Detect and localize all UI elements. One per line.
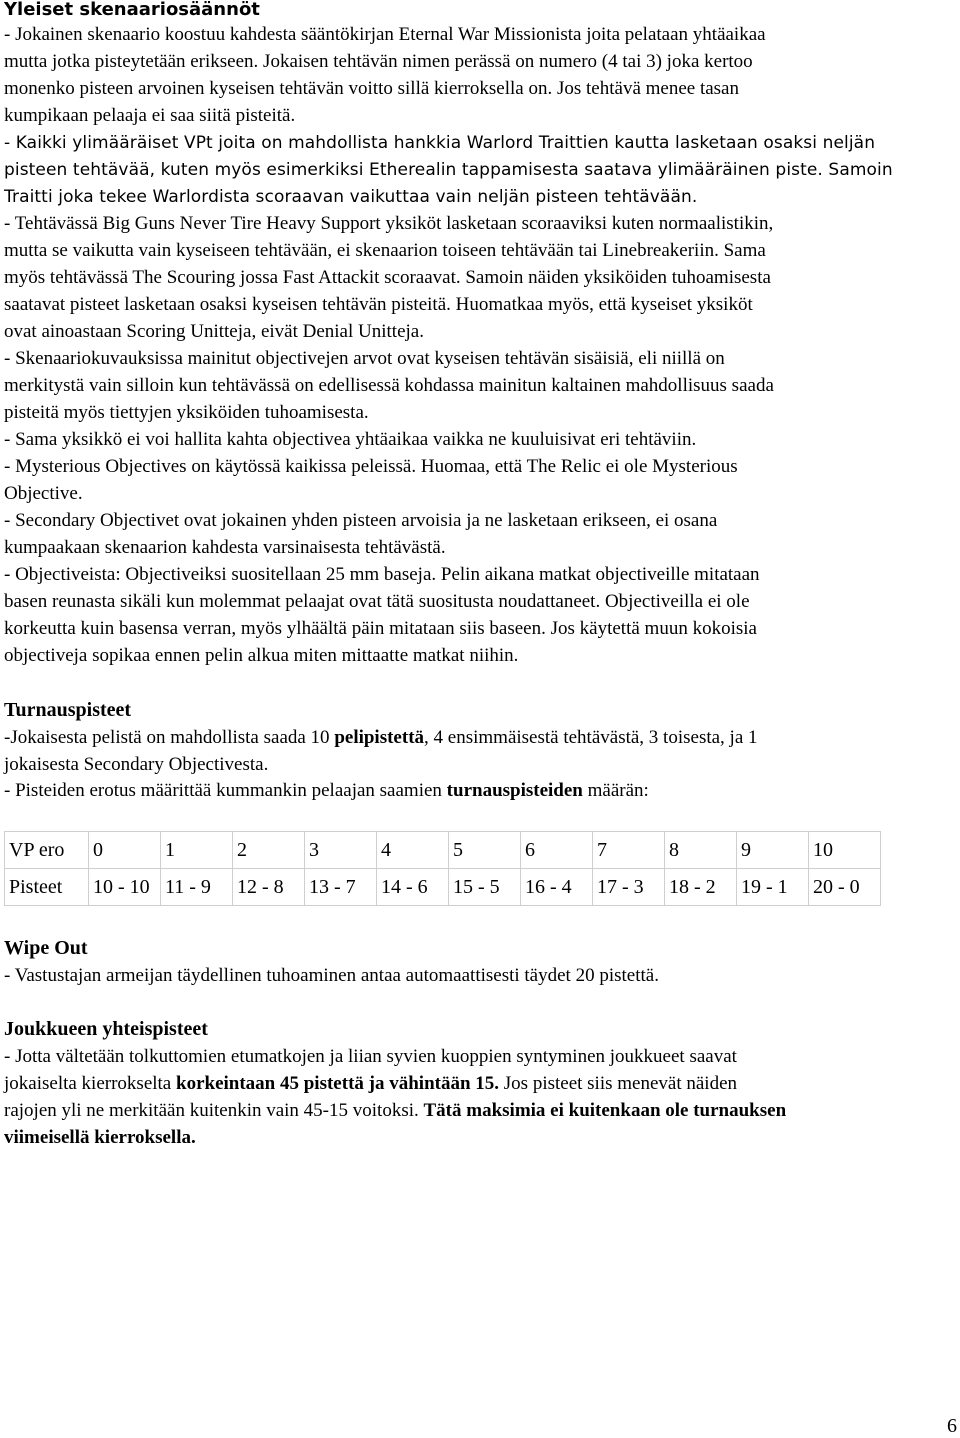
rule-line: mutta se vaikutta vain kyseiseen tehtävään, ei skenaarion toiseen tehtävään tai Linebreakeriin. Sama [4, 240, 766, 261]
emphasis-text: korkeintaan 45 pistettä ja vähintään 15. [176, 1073, 500, 1094]
tournament-points-line: jokaisesta Secondary Objectivesta. [4, 754, 269, 775]
page-number: 6 [947, 1415, 957, 1437]
general-rules-heading: Yleiset skenaariosäännöt [4, 0, 260, 20]
table-cell: 5 [449, 832, 521, 869]
rule-line: kumpaakaan skenaarion kahdesta varsinaisesta tehtävästä. [4, 537, 446, 558]
rule-line: ovat ainoastaan Scoring Unitteja, eivät Denial Unitteja. [4, 321, 424, 342]
table-cell: 4 [377, 832, 449, 869]
table-cell: 0 [89, 832, 161, 869]
tournament-points-line [4, 727, 758, 749]
table-cell: 2 [233, 832, 305, 869]
rule-line: - Objectiveista: Objectiveiksi suositellaan 25 mm baseja. Pelin aikana matkat objectiveille mitataan [4, 564, 760, 585]
text-run: jokaiselta kierrokselta [4, 1073, 176, 1094]
table-cell: 14 - 6 [377, 869, 449, 906]
emphasis-text: Tätä maksimia ei kuitenkaan ole turnauksen [423, 1100, 787, 1121]
rule-line: basen reunasta sikäli kun molemmat pelaajat ovat tätä suositusta noudattaneet. Objectiveilla ei ole [4, 591, 750, 612]
rule-line: - Secondary Objectivet ovat jokainen yhden pisteen arvoisia ja ne lasketaan erikseen, ei osana [4, 510, 718, 531]
wipe-out-line: - Vastustajan armeijan täydellinen tuhoaminen antaa automaattisesti täydet 20 pistettä. [4, 965, 659, 986]
rule-line: kumpikaan pelaaja ei saa siitä pisteitä. [4, 105, 296, 126]
table-cell: 11 - 9 [161, 869, 233, 906]
points-table [4, 831, 881, 906]
text-run: Jos pisteet siis menevät näiden [499, 1073, 738, 1094]
rule-line: myös tehtävässä The Scouring jossa Fast Attackit scoraavat. Samoin näiden yksiköiden tuhoamisesta [4, 267, 771, 288]
rule-line: mutta jotka pisteytetään erikseen. Jokaisen tehtävän nimen perässä on numero (4 tai 3) joka kertoo [4, 51, 753, 72]
table-cell: 17 - 3 [593, 869, 665, 906]
text-run: , 4 ensimmäisestä tehtävästä, 3 toisesta, ja 1 [424, 727, 758, 748]
rule-line: merkitystä vain silloin kun tehtävässä on edellisessä kohdassa mainitun kaltainen mahdollisuus saada [4, 375, 774, 396]
rule-line: - Skenaariokuvauksissa mainitut objectivejen arvot ovat kyseisen tehtävän sisäisiä, eli niillä on [4, 348, 725, 369]
table-cell: VP ero [5, 832, 89, 869]
rule-line: - Tehtävässä Big Guns Never Tire Heavy Support yksiköt lasketaan scoraaviksi kuten normaalistikin, [4, 213, 774, 234]
rule-line: Objective. [4, 483, 83, 504]
table-row [5, 832, 881, 869]
table-cell: 12 - 8 [233, 869, 305, 906]
rule-line: objectiveja sopikaa ennen pelin alkua miten mittaatte matkat niihin. [4, 645, 519, 666]
rule-line: - Kaikki ylimääräiset VPt joita on mahdollista hankkia Warlord Traittien kautta lasketaan osaksi neljän [4, 133, 876, 153]
table-cell: Pisteet [5, 869, 89, 906]
team-points-line [4, 1127, 196, 1149]
text-run: - Pisteiden erotus määrittää kummankin pelaajan saamien [4, 780, 447, 801]
table-cell: 6 [521, 832, 593, 869]
table-cell: 19 - 1 [737, 869, 809, 906]
table-cell: 20 - 0 [809, 869, 881, 906]
rule-line: monenko pisteen arvoinen kyseisen tehtävän voitto sillä kierroksella on. Jos tehtävä menee tasan [4, 78, 739, 99]
table-cell: 13 - 7 [305, 869, 377, 906]
rule-line: pisteen tehtävää, kuten myös esimerkiksi Etherealin tappamisesta saatava ylimääräinen piste. Samoin [4, 160, 893, 180]
text-run: -Jokaisesta pelistä on mahdollista saada 10 [4, 727, 335, 748]
emphasis-text: turnauspisteiden [446, 780, 583, 801]
team-points-line: - Jotta vältetään tolkuttomien etumatkojen ja liian syvien kuoppien syntyminen joukkueet saavat [4, 1046, 737, 1067]
rule-line: saatavat pisteet lasketaan osaksi kyseisen tehtävän pisteitä. Huomatkaa myös, että kyseiset yksiköt [4, 294, 753, 315]
rule-line: Traitti joka tekee Warlordista scoraavan vaikuttaa vain neljän pisteen tehtävään. [4, 187, 698, 207]
emphasis-text: pelipistettä [334, 727, 425, 748]
tournament-points-heading: Turnauspisteet [4, 699, 132, 721]
table-cell: 15 - 5 [449, 869, 521, 906]
tournament-points-line [4, 780, 649, 802]
table-cell: 10 [809, 832, 881, 869]
text-run: määrän: [582, 780, 649, 801]
table-cell: 1 [161, 832, 233, 869]
table-cell: 16 - 4 [521, 869, 593, 906]
rule-line: - Mysterious Objectives on käytössä kaikissa peleissä. Huomaa, että The Relic ei ole Mysterious [4, 456, 738, 477]
table-cell: 3 [305, 832, 377, 869]
rule-line: - Jokainen skenaario koostuu kahdesta sääntökirjan Eternal War Missionista joita pelataan yhtäaikaa [4, 24, 766, 45]
table-cell: 8 [665, 832, 737, 869]
team-points-line [4, 1073, 737, 1095]
table-cell: 18 - 2 [665, 869, 737, 906]
team-points-line [4, 1100, 786, 1122]
emphasis-text: viimeisellä kierroksella. [4, 1127, 196, 1148]
rule-line: korkeutta kuin basensa verran, myös ylhäältä päin mitataan siis baseen. Jos käytettä muun kokoisia [4, 618, 757, 639]
text-run: rajojen yli ne merkitään kuitenkin vain 45-15 voitoksi. [4, 1100, 424, 1121]
table-row [5, 869, 881, 906]
wipe-out-heading: Wipe Out [4, 937, 88, 959]
table-cell: 10 - 10 [89, 869, 161, 906]
rule-line: - Sama yksikkö ei voi hallita kahta objectivea yhtäaikaa vaikka ne kuuluisivat eri tehtäviin. [4, 429, 697, 450]
table-cell: 7 [593, 832, 665, 869]
table-cell: 9 [737, 832, 809, 869]
rule-line: pisteitä myös tiettyjen yksiköiden tuhoamisesta. [4, 402, 369, 423]
team-points-heading: Joukkueen yhteispisteet [4, 1018, 208, 1040]
